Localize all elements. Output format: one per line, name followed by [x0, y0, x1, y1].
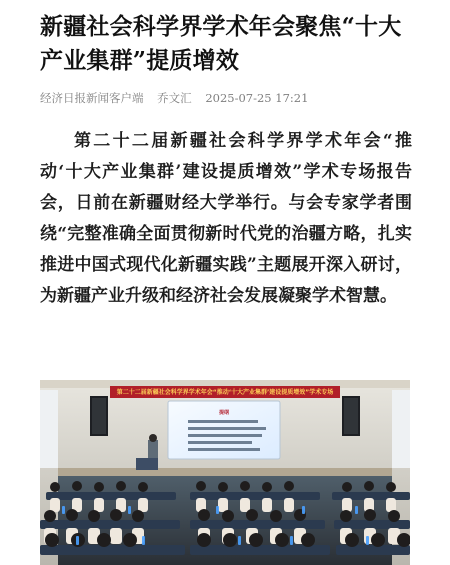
conference-photo [40, 380, 410, 565]
article-body: 第二十二届新疆社会科学界学术年会“推动‘十大产业集群’建设提质增效”学术专场报告会，日前在新疆财经大学举行。与会专家学者围绕“完整准确全面贯彻新时代党的治疆方略，扎实推进中国式现代化新疆实践”主题展开深入研讨，为新疆产业升级和经济社会发展凝聚学术智慧。 [40, 131, 412, 306]
screen-heading: 提纲 [218, 410, 230, 416]
banner-text: 第二十二届新疆社会科学界学术年会“推动‘十大产业集群’建设提质增效”学术专场 [116, 389, 334, 396]
article-source: 经济日报新闻客户端 [40, 91, 144, 105]
article-author: 乔文汇 [157, 91, 192, 105]
article-title: 新疆社会科学界学术年会聚焦“十大产业集群”提质增效 [40, 13, 402, 74]
article-meta [40, 90, 412, 108]
article-datetime: 2025-07-25 17:21 [205, 91, 309, 105]
